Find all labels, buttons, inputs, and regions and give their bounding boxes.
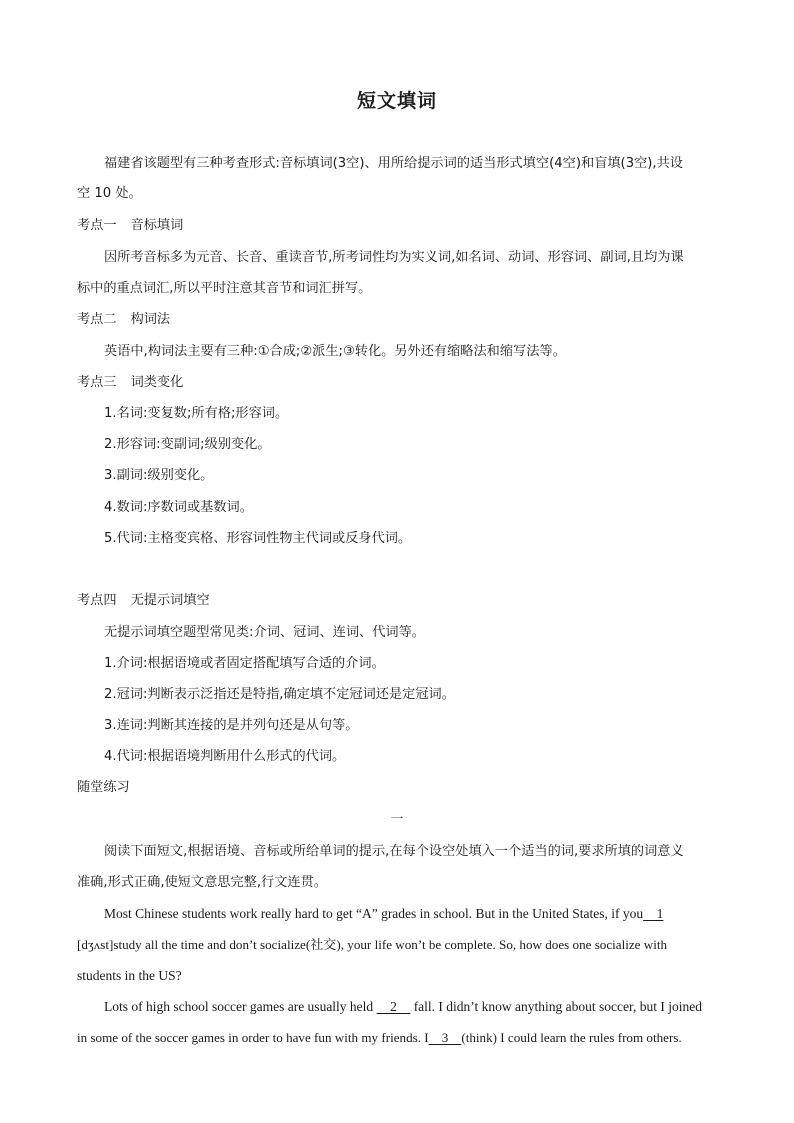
point3-item: 4.数词:序数词或基数词。 xyxy=(104,500,253,515)
intro-line-1: 福建省该题型有三种考查形式:音标填词(3空)、用所给提示词的适当形式填空(4空)和盲填(3空),共设 xyxy=(104,156,683,171)
page-title: 短文填词 xyxy=(356,90,437,112)
point4-line-1: 无提示词填空题型常见类:介词、冠词、连词、代词等。 xyxy=(104,625,425,640)
point4-item: 3.连词:判断其连接的是并列句还是从句等。 xyxy=(104,718,359,733)
point4-item: 2.冠词:判断表示泛指还是特指,确定填不定冠词还是定冠词。 xyxy=(104,687,455,702)
passage-text: fall. I didn’t know anything about soccer, but I joined xyxy=(410,999,702,1014)
passage-text: Most Chinese students work really hard to get “A” grades in school. But in the United States, if you xyxy=(104,906,644,921)
point2-heading xyxy=(77,311,719,329)
passage-text: Lots of high school soccer games are usually held xyxy=(104,999,377,1014)
instruction-line-1: 阅读下面短文,根据语境、音标或所给单词的提示,在每个设空处填入一个适当的词,要求所填的词意义 xyxy=(104,844,684,859)
passage-text: (think) I could learn the rules from others. xyxy=(461,1030,682,1045)
point2-line-1: 英语中,构词法主要有三种:①合成;②派生;③转化。另外还有缩略法和缩写法等。 xyxy=(104,344,566,359)
passage-p1-line-2: [dʒʌst]study all the time and don’t socialize(社交), your life won’t be complete. So, how does one socialize with xyxy=(77,937,668,952)
point2-label: 考点二 xyxy=(77,312,117,327)
point1-line-1: 因所考音标多为元音、长音、重读音节,所考词性均为实义词,如名词、动词、形容词、副词,且均为课 xyxy=(104,250,684,265)
point4-item: 4.代词:根据语境判断用什么形式的代词。 xyxy=(104,749,346,764)
point4-name: 无提示词填空 xyxy=(130,593,210,608)
point3-item: 5.代词:主格变宾格、形容词性物主代词或反身代词。 xyxy=(104,531,412,546)
point3-heading xyxy=(77,374,719,392)
answer-blank-3[interactable]: 3 xyxy=(428,1030,462,1045)
point1-name: 音标填词 xyxy=(130,218,184,233)
passage-p1-line-1 xyxy=(104,905,719,923)
answer-blank-1[interactable]: 1 xyxy=(643,906,664,921)
passage-p1-line-3: students in the US? xyxy=(77,968,182,983)
passage-text: in some of the soccer games in order to have fun with my friends. I xyxy=(77,1030,429,1045)
instruction-line-2: 准确,形式正确,使短文意思完整,行文连贯。 xyxy=(77,875,327,890)
practice-heading: 随堂练习 xyxy=(77,780,130,795)
point3-name: 词类变化 xyxy=(130,375,184,390)
point1-label: 考点一 xyxy=(77,218,117,233)
point3-label: 考点三 xyxy=(77,375,117,390)
point3-item: 1.名词:变复数;所有格;形容词。 xyxy=(104,406,289,421)
answer-blank-2[interactable]: 2 xyxy=(376,999,411,1014)
point4-heading xyxy=(77,592,719,610)
point1-line-2: 标中的重点词汇,所以平时注意其音节和词汇拼写。 xyxy=(77,281,372,296)
point1-heading xyxy=(77,217,719,235)
point3-item: 3.副词:级别变化。 xyxy=(104,468,214,483)
point2-name: 构词法 xyxy=(130,312,171,327)
point4-item: 1.介词:根据语境或者固定搭配填写合适的介词。 xyxy=(104,656,385,671)
section-number: 一 xyxy=(390,812,404,827)
passage-p2-line-2 xyxy=(77,1029,719,1047)
point3-item: 2.形容词:变副词;级别变化。 xyxy=(104,437,271,452)
point4-label: 考点四 xyxy=(77,593,117,608)
intro-line-2: 空 10 处。 xyxy=(77,186,142,201)
passage-p2-line-1 xyxy=(104,998,719,1016)
